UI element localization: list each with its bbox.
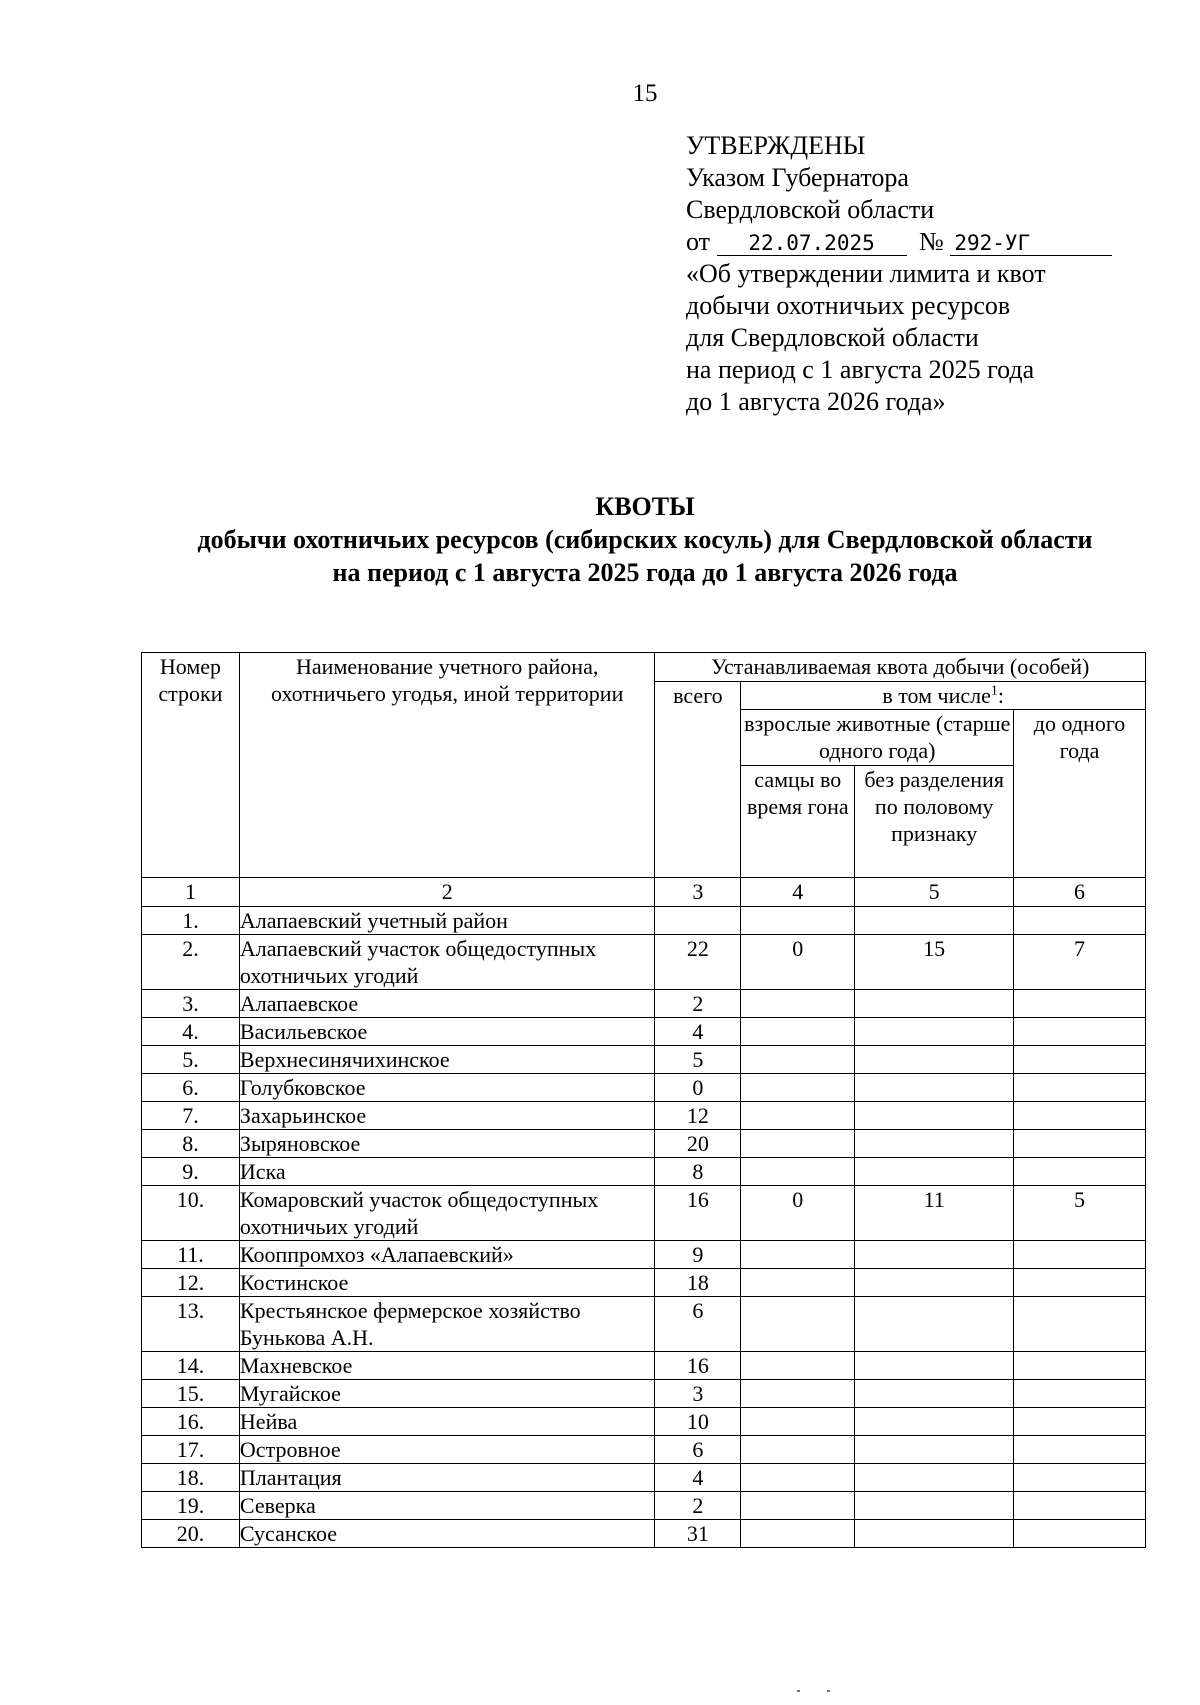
row-number: 19. — [142, 1492, 240, 1520]
approval-date-number — [686, 226, 1146, 258]
quota-males-rut — [741, 1380, 855, 1408]
row-name: Иска — [239, 1158, 655, 1186]
table-row — [142, 1436, 1146, 1464]
header-quota: Устанавливаемая квота добычи (особей) — [655, 653, 1146, 682]
quota-under-one — [1014, 1408, 1146, 1436]
quota-males-rut — [741, 1269, 855, 1297]
quota-total: 18 — [655, 1269, 741, 1297]
quota-total: 2 — [655, 990, 741, 1018]
quota-total: 10 — [655, 1408, 741, 1436]
quota-no-sex-division — [855, 1158, 1014, 1186]
quota-under-one — [1014, 1520, 1146, 1548]
quota-total: 6 — [655, 1436, 741, 1464]
approval-decree: Указом Губернатора — [686, 163, 909, 192]
decree-title-line: на период с 1 августа 2025 года — [686, 355, 1035, 384]
quota-males-rut — [741, 1241, 855, 1269]
row-number: 7. — [142, 1102, 240, 1130]
table-row — [142, 1102, 1146, 1130]
scan-mark — [827, 1690, 830, 1692]
row-number: 3. — [142, 990, 240, 1018]
table-row — [142, 1492, 1146, 1520]
row-name: Голубковское — [239, 1074, 655, 1102]
row-name: Зыряновское — [239, 1130, 655, 1158]
quota-under-one — [1014, 1297, 1146, 1352]
header-no-sex-division: без разделения по половому признаку — [855, 766, 1014, 878]
row-number: 11. — [142, 1241, 240, 1269]
decree-date: 22.07.2025 — [717, 231, 907, 256]
table-row — [142, 1018, 1146, 1046]
row-name: Алапаевский участок общедоступных охотничьих угодий — [239, 935, 655, 990]
table-row — [142, 935, 1146, 990]
table-row — [142, 1046, 1146, 1074]
row-name: Алапаевское — [239, 990, 655, 1018]
title-subject: добычи охотничьих ресурсов (сибирских косуль) для Свердловской области — [197, 525, 1093, 554]
quota-males-rut — [741, 1046, 855, 1074]
row-number: 5. — [142, 1046, 240, 1074]
quota-under-one — [1014, 1102, 1146, 1130]
quota-under-one — [1014, 1130, 1146, 1158]
quota-no-sex-division — [855, 1352, 1014, 1380]
row-number: 9. — [142, 1158, 240, 1186]
header-name: Наименование учетного района, охотничьего угодья, иной территории — [239, 653, 655, 878]
quota-total: 16 — [655, 1186, 741, 1241]
title-heading: КВОТЫ — [595, 492, 695, 521]
table-row — [142, 1464, 1146, 1492]
quota-no-sex-division — [855, 1380, 1014, 1408]
quota-males-rut — [741, 1492, 855, 1520]
quota-under-one — [1014, 1492, 1146, 1520]
row-number: 10. — [142, 1186, 240, 1241]
quota-no-sex-division — [855, 1102, 1014, 1130]
quota-males-rut — [741, 1018, 855, 1046]
quota-males-rut — [741, 1520, 855, 1548]
scan-mark — [797, 1690, 800, 1692]
quota-under-one: 7 — [1014, 935, 1146, 990]
table-row — [142, 1408, 1146, 1436]
quota-table — [141, 652, 1146, 1548]
date-prefix: от — [686, 227, 711, 256]
approval-heading: УТВЕРЖДЕНЫ — [686, 131, 866, 160]
title-period: на период с 1 августа 2025 года до 1 августа 2026 года — [332, 558, 958, 587]
number-prefix: № — [919, 227, 944, 256]
quota-under-one — [1014, 1018, 1146, 1046]
row-number: 18. — [142, 1464, 240, 1492]
table-row — [142, 907, 1146, 935]
row-name: Сусанское — [239, 1520, 655, 1548]
quota-total: 8 — [655, 1158, 741, 1186]
quota-no-sex-division — [855, 1436, 1014, 1464]
quota-under-one — [1014, 1380, 1146, 1408]
row-name: Нейва — [239, 1408, 655, 1436]
quota-males-rut — [741, 990, 855, 1018]
quota-males-rut — [741, 1297, 855, 1352]
footnote-mark: 1 — [990, 683, 998, 699]
quota-males-rut — [741, 1102, 855, 1130]
document-title — [130, 490, 1160, 589]
page-number: 15 — [632, 80, 658, 107]
row-name: Захарьинское — [239, 1102, 655, 1130]
column-number: 2 — [239, 878, 655, 907]
row-number: 6. — [142, 1074, 240, 1102]
quota-total: 16 — [655, 1352, 741, 1380]
row-number: 15. — [142, 1380, 240, 1408]
header-males-rut: самцы во время гона — [741, 766, 855, 878]
header-adults: взрослые животные (старше одного года) — [741, 710, 1014, 766]
quota-total: 12 — [655, 1102, 741, 1130]
quota-total: 3 — [655, 1380, 741, 1408]
quota-under-one — [1014, 1436, 1146, 1464]
row-name: Плантация — [239, 1464, 655, 1492]
header-row-number: Номер строки — [142, 653, 240, 878]
quota-no-sex-division — [855, 1520, 1014, 1548]
quota-total: 9 — [655, 1241, 741, 1269]
quota-males-rut — [741, 1464, 855, 1492]
header-including — [741, 682, 1146, 710]
quota-males-rut — [741, 1408, 855, 1436]
row-name: Кооппромхоз «Алапаевский» — [239, 1241, 655, 1269]
column-number: 1 — [142, 878, 240, 907]
quota-no-sex-division — [855, 1492, 1014, 1520]
header-including-text: в том числе — [882, 683, 991, 708]
quota-males-rut: 0 — [741, 1186, 855, 1241]
table-row — [142, 1297, 1146, 1352]
quota-under-one — [1014, 1241, 1146, 1269]
row-number: 4. — [142, 1018, 240, 1046]
row-name: Комаровский участок общедоступных охотничьих угодий — [239, 1186, 655, 1241]
table-row — [142, 1130, 1146, 1158]
row-name: Махневское — [239, 1352, 655, 1380]
quota-no-sex-division — [855, 1269, 1014, 1297]
quota-under-one — [1014, 1046, 1146, 1074]
table-row — [142, 1241, 1146, 1269]
approval-region: Свердловской области — [686, 195, 935, 224]
quota-total: 2 — [655, 1492, 741, 1520]
quota-under-one — [1014, 1269, 1146, 1297]
quota-total: 20 — [655, 1130, 741, 1158]
table-row — [142, 1352, 1146, 1380]
row-name: Северка — [239, 1492, 655, 1520]
row-name: Верхнесинячихинское — [239, 1046, 655, 1074]
row-number: 20. — [142, 1520, 240, 1548]
quota-total: 6 — [655, 1297, 741, 1352]
header-under-one: до одного года — [1014, 710, 1146, 878]
quota-total: 31 — [655, 1520, 741, 1548]
column-number: 6 — [1014, 878, 1146, 907]
quota-no-sex-division — [855, 1074, 1014, 1102]
quota-total: 22 — [655, 935, 741, 990]
table-row — [142, 1074, 1146, 1102]
row-name: Островное — [239, 1436, 655, 1464]
quota-males-rut — [741, 907, 855, 935]
table-row — [142, 990, 1146, 1018]
table-row — [142, 1520, 1146, 1548]
row-name: Крестьянское фермерское хозяйство Бунькова А.Н. — [239, 1297, 655, 1352]
quota-no-sex-division: 11 — [855, 1186, 1014, 1241]
row-number: 1. — [142, 907, 240, 935]
quota-no-sex-division — [855, 1241, 1014, 1269]
quota-no-sex-division — [855, 990, 1014, 1018]
quota-under-one — [1014, 1464, 1146, 1492]
quota-total: 5 — [655, 1046, 741, 1074]
quota-no-sex-division — [855, 1130, 1014, 1158]
quota-no-sex-division — [855, 1018, 1014, 1046]
row-number: 13. — [142, 1297, 240, 1352]
column-number: 3 — [655, 878, 741, 907]
quota-under-one — [1014, 990, 1146, 1018]
table-row — [142, 1380, 1146, 1408]
quota-males-rut — [741, 1074, 855, 1102]
quota-males-rut — [741, 1158, 855, 1186]
row-number: 14. — [142, 1352, 240, 1380]
row-number: 12. — [142, 1269, 240, 1297]
row-name: Мугайское — [239, 1380, 655, 1408]
table-row — [142, 1269, 1146, 1297]
header-total: всего — [655, 682, 741, 878]
column-number-row — [142, 878, 1146, 907]
row-number: 8. — [142, 1130, 240, 1158]
decree-title-line: «Об утверждении лимита и квот — [686, 259, 1046, 288]
quota-under-one — [1014, 1158, 1146, 1186]
row-number: 16. — [142, 1408, 240, 1436]
header-including-colon: : — [997, 683, 1005, 708]
row-name: Алапаевский учетный район — [239, 907, 655, 935]
row-name: Васильевское — [239, 1018, 655, 1046]
quota-total: 4 — [655, 1018, 741, 1046]
quota-no-sex-division — [855, 907, 1014, 935]
quota-under-one — [1014, 1352, 1146, 1380]
quota-no-sex-division — [855, 1464, 1014, 1492]
table-row — [142, 1186, 1146, 1241]
decree-title-line: для Свердловской области — [686, 323, 979, 352]
quota-under-one — [1014, 907, 1146, 935]
approval-stamp — [686, 130, 1146, 418]
table-row — [142, 1158, 1146, 1186]
quota-males-rut — [741, 1352, 855, 1380]
quota-total: 4 — [655, 1464, 741, 1492]
quota-total: 0 — [655, 1074, 741, 1102]
decree-title-line: добычи охотничьих ресурсов — [686, 291, 1011, 320]
quota-no-sex-division — [855, 1297, 1014, 1352]
column-number: 5 — [855, 878, 1014, 907]
quota-total — [655, 907, 741, 935]
quota-males-rut — [741, 1130, 855, 1158]
row-name: Костинское — [239, 1269, 655, 1297]
quota-under-one: 5 — [1014, 1186, 1146, 1241]
quota-no-sex-division — [855, 1408, 1014, 1436]
quota-males-rut — [741, 1436, 855, 1464]
decree-number: 292-УГ — [950, 231, 1112, 256]
quota-no-sex-division — [855, 1046, 1014, 1074]
row-number: 2. — [142, 935, 240, 990]
quota-no-sex-division: 15 — [855, 935, 1014, 990]
quota-males-rut: 0 — [741, 935, 855, 990]
decree-title-line: до 1 августа 2026 года» — [686, 387, 946, 416]
column-number: 4 — [741, 878, 855, 907]
quota-under-one — [1014, 1074, 1146, 1102]
row-number: 17. — [142, 1436, 240, 1464]
